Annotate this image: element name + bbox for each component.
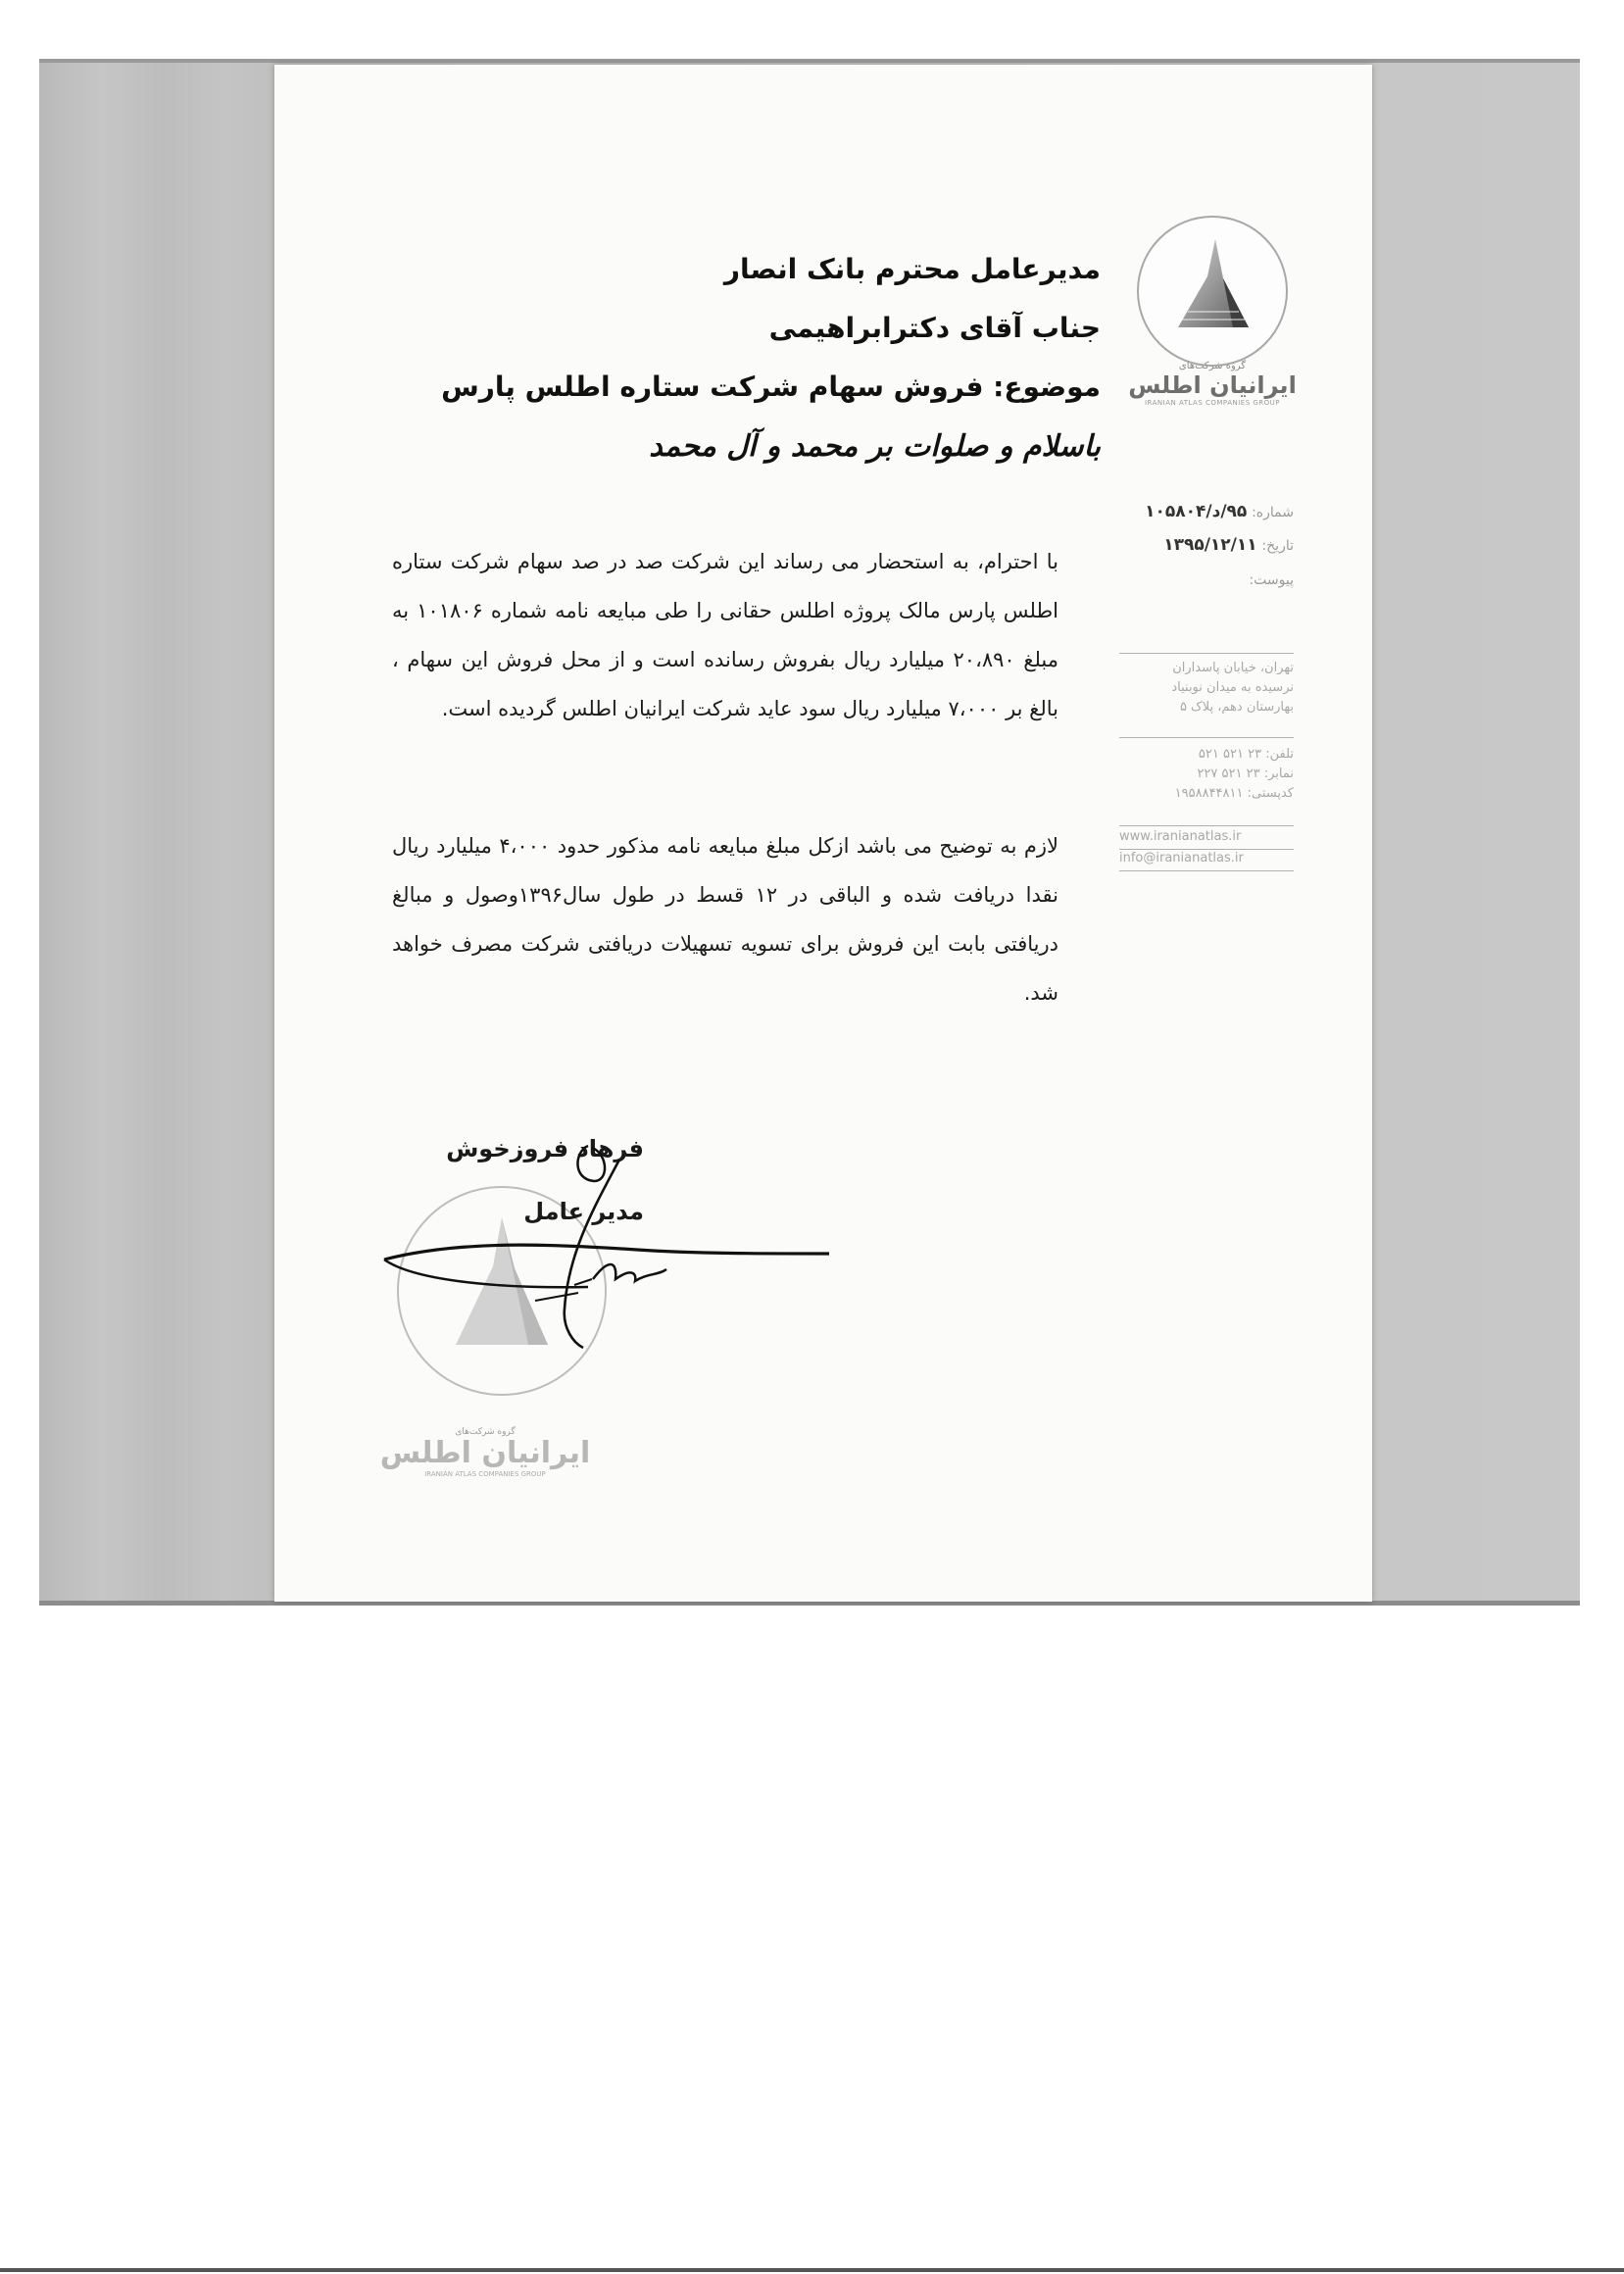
company-latin-name: IRANIAN ATLAS COMPANIES GROUP: [1144, 399, 1281, 407]
date-label: تاریخ:: [1261, 538, 1294, 554]
salutation: باسلام و صلوات بر محمد و آل محمد: [649, 429, 1101, 464]
handwritten-signature-icon: [372, 1132, 843, 1367]
postal-label: کدپستی:: [1247, 786, 1294, 801]
attachment-label: پیوست:: [1249, 572, 1294, 588]
address-line: تهران، خیابان پاسداران: [1172, 661, 1294, 675]
number-label: شماره:: [1252, 505, 1294, 520]
letter-subject: موضوع: فروش سهام شرکت ستاره اطلس پارس: [441, 371, 1101, 403]
letter-attachment: [1107, 570, 1294, 588]
phone-value: ۲۳ ۵۲۱ ۵۲۱: [1198, 747, 1262, 762]
paragraph-1: با احترام، به استحضار می رساند این شرکت صد در صد سهام شرکت ستاره اطلس پارس مالک پروژه اطلس حقانی را طی مبایعه نامه شماره ۱۰۱۸۰۶ به مبلغ ۲۰،۸۹۰ میلیارد ریال بفروش رسانده است و از محل فروش این سهام ، بالغ بر ۷،۰۰۰ میلیارد ریال سود عاید شرکت ایرانیان اطلس گردیده است.: [392, 550, 1059, 720]
fax-value: ۲۳ ۵۲۱ ۲۲۷: [1197, 766, 1260, 781]
phone-block: [1119, 745, 1294, 804]
postal-value: ۱۹۵۸۸۴۴۸۱۱: [1174, 786, 1244, 801]
paragraph-2: لازم به توضیح می باشد ازکل مبلغ مبایعه نامه مذکور حدود ۴،۰۰۰ میلیارد ریال نقدا دریافت شده و الباقی در ۱۲ قسط در طول سال۱۳۹۶وصول و مبالغ دریافتی بابت این فروش برای تسویه تسهیلات دریافتی شرکت مصرف خواهد شد.: [392, 834, 1059, 1005]
address-line: نرسیده به میدان نوبنیاد: [1171, 680, 1294, 695]
email-link[interactable]: info@iranianatlas.ir: [1119, 851, 1244, 865]
website-link[interactable]: www.iranianatlas.ir: [1119, 829, 1242, 844]
stamp-company-name: ایرانیان اطلس: [379, 1436, 591, 1470]
stamp-group-label: گروه شرکت‌های: [455, 1427, 516, 1437]
stamp-wordmark: [368, 1427, 603, 1478]
fax-label: نمابر:: [1263, 766, 1294, 781]
company-name: ایرانیان اطلس: [1128, 371, 1297, 399]
address-line: بهارستان دهم، پلاک ۵: [1179, 700, 1294, 715]
company-logo-icon: [1137, 216, 1288, 367]
date-value: ۱۳۹۵/۱۲/۱۱: [1163, 535, 1257, 555]
group-label: گروه شرکت‌های: [1178, 361, 1247, 371]
letter-number: [1107, 502, 1294, 521]
letter-date: [1107, 535, 1294, 555]
recipient-title: مدیرعامل محترم بانک انصار: [723, 253, 1101, 285]
stamp-latin-name: IRANIAN ATLAS COMPANIES GROUP: [424, 1470, 546, 1478]
divider: [1119, 737, 1294, 738]
address-block: [1119, 659, 1294, 717]
number-value: ۹۵/د/۱۰۵۸۰۴: [1145, 502, 1248, 521]
divider: [1119, 870, 1294, 871]
phone-label: تلفن:: [1265, 747, 1294, 762]
divider: [1119, 825, 1294, 826]
signer-title: مدیر عامل: [523, 1198, 644, 1225]
divider: [1119, 849, 1294, 850]
scan-bottom-line: [0, 2268, 1624, 2272]
scan-edge-top: [39, 59, 1580, 63]
divider: [1119, 653, 1294, 654]
company-wordmark: [1119, 361, 1305, 407]
recipient-name: جناب آقای دکترابراهیمی: [768, 312, 1101, 344]
signer-name: فرهاد فروزخوش: [446, 1135, 644, 1162]
